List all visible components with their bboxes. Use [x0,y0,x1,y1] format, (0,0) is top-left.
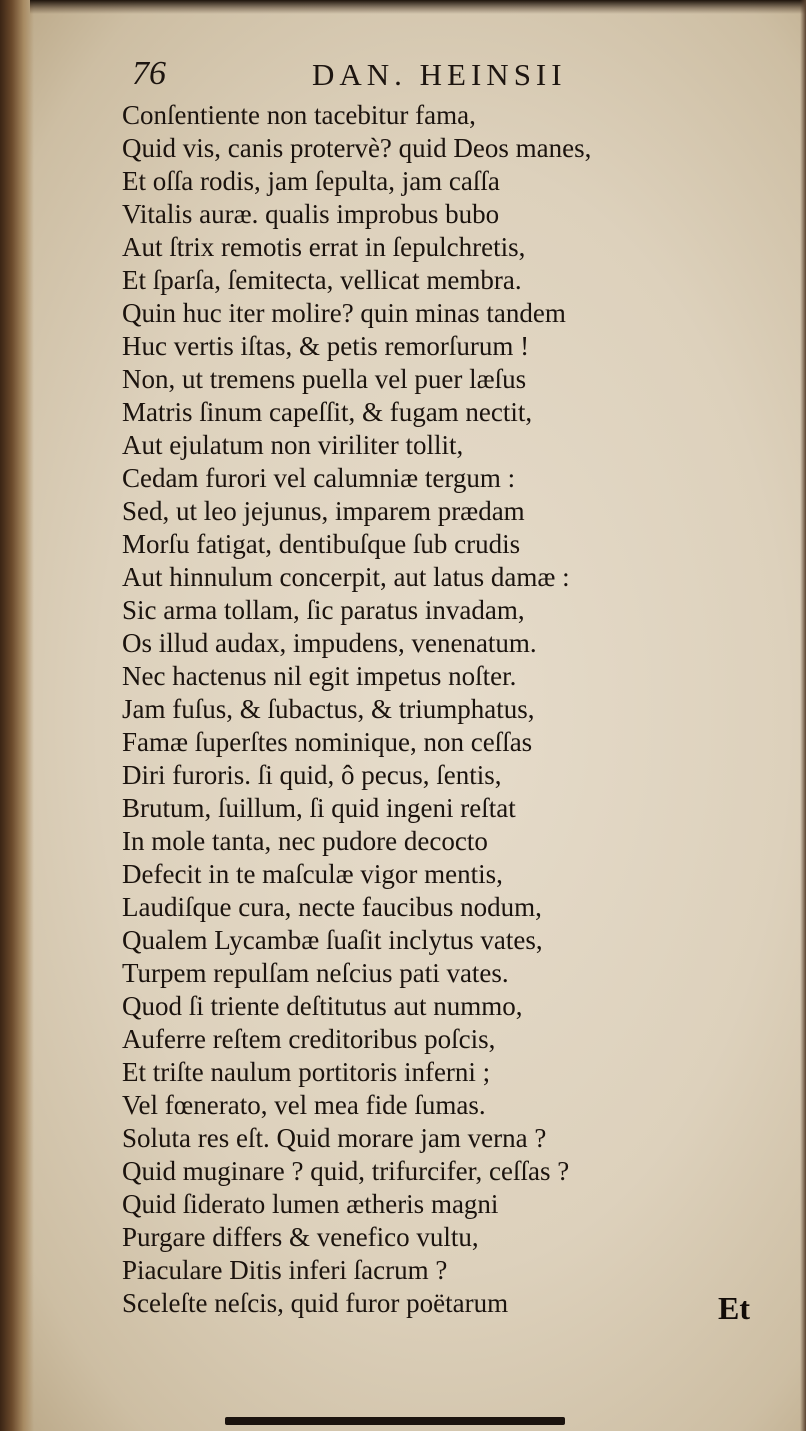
poem-line: Conſentiente non tacebitur fama, [122,100,476,130]
page-top-edge [30,0,806,14]
poem-line: Quin huc iter molire? quin minas tandem [122,298,566,328]
poem-line: Et triſte naulum portitoris inferni ; [122,1057,491,1087]
poem-line: Matris ſinum capeſſit, & fugam nectit, [122,397,533,427]
poem-line: Os illud audax, impudens, venenatum. [122,628,537,658]
page-header [122,55,722,99]
poem-line: In mole tanta, nec pudore decocto [122,826,488,856]
poem-line: Aut ſtrix remotis errat in ſepulchretis, [122,232,526,262]
poem-line: Turpem repulſam neſcius pati vates. [122,958,509,988]
page-right-edge [800,0,806,1431]
poem-line: Quid ſiderato lumen ætheris magni [122,1189,499,1219]
poem-line: Aut ejulatum non viriliter tollit, [122,430,464,460]
poem-line: Soluta res eſt. Quid morare jam verna ? [122,1123,547,1153]
poem-line: Sed, ut leo jejunus, imparem prædam [122,496,525,526]
poem-text [122,99,692,1320]
poem-line: Piaculare Ditis inferi ſacrum ? [122,1255,448,1285]
running-title: DAN. HEINSII [312,57,567,92]
catchword: Et [718,1290,750,1326]
poem-line: Brutum, ſuillum, ſi quid ingeni reſtat [122,793,516,823]
poem-line: Vel fœnerato, vel mea fide ſumas. [122,1090,486,1120]
poem-line: Famæ ſuperſtes nominique, non ceſſas [122,727,533,757]
bottom-rule [225,1417,565,1425]
poem-line: Jam fuſus, & ſubactus, & triumphatus, [122,694,535,724]
page-number: 76 [132,55,166,92]
poem-line: Morſu fatigat, dentibuſque ſub crudis [122,529,521,559]
poem-line: Et ſparſa, ſemitecta, vellicat membra. [122,265,522,295]
poem-line: Defecit in te maſculæ vigor mentis, [122,859,503,889]
poem-line: Sic arma tollam, ſic paratus invadam, [122,595,525,625]
poem-line: Cedam furori vel calumniæ tergum : [122,463,516,493]
poem-line: Laudiſque cura, necte faucibus nodum, [122,892,542,922]
poem-line: Qualem Lycambæ ſuaſit inclytus vates, [122,925,543,955]
poem-line: Huc vertis iſtas, & petis remorſurum ! [122,331,530,361]
poem-line: Vitalis auræ. qualis improbus bubo [122,199,500,229]
poem-line: Sceleſte neſcis, quid furor poëtarum [122,1288,509,1318]
poem-line: Quid muginare ? quid, trifurcifer, ceſſas ? [122,1156,570,1186]
poem-line: Purgare differs & venefico vultu, [122,1222,479,1252]
poem-line: Auferre reſtem creditoribus poſcis, [122,1024,496,1054]
poem-line: Diri furoris. ſi quid, ô pecus, ſentis, [122,760,502,790]
poem-line: Et oſſa rodis, jam ſepulta, jam caſſa [122,166,500,196]
poem-line: Nec hactenus nil egit impetus noſter. [122,661,517,691]
poem-line: Quid vis, canis protervè? quid Deos manes, [122,133,592,163]
poem-line: Quod ſi triente deſtitutus aut nummo, [122,991,523,1021]
poem-line: Non, ut tremens puella vel puer læſus [122,364,527,394]
poem-line: Aut hinnulum concerpit, aut latus damæ : [122,562,570,592]
page-binding-shadow [0,0,34,1431]
